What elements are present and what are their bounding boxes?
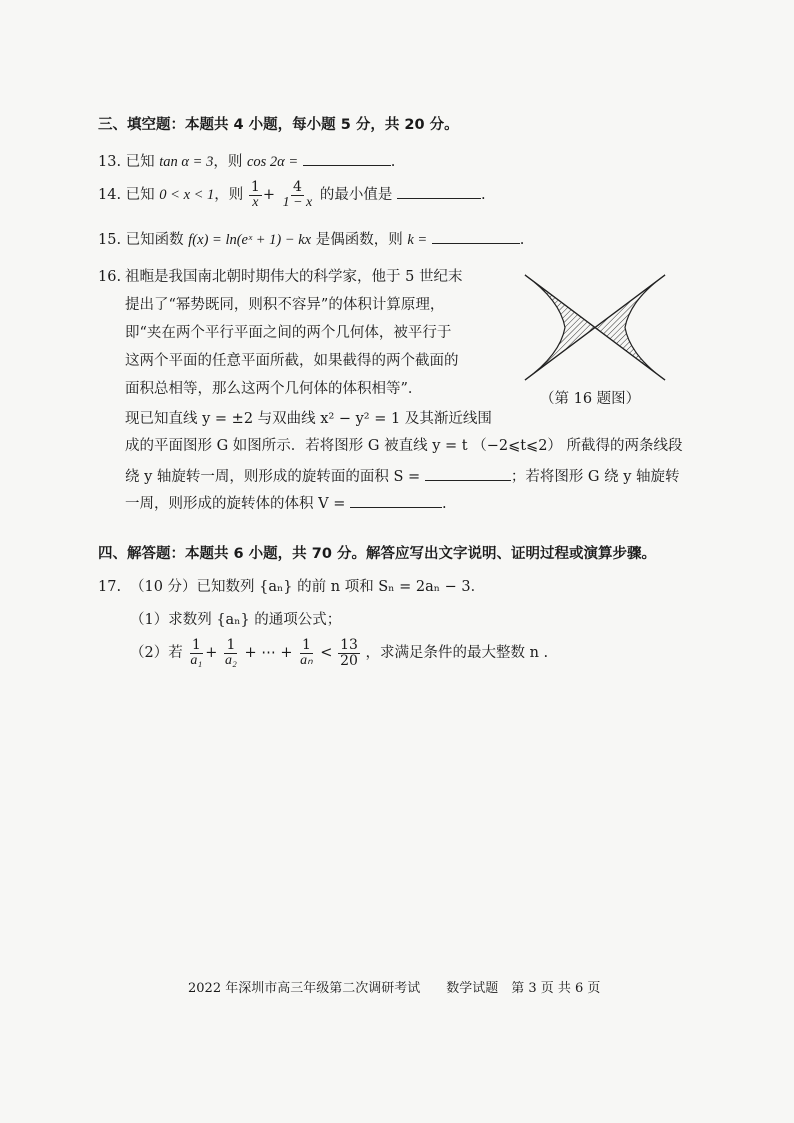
- text: ；若将图形 G 绕 y 轴旋转: [510, 469, 680, 485]
- fraction: $\frac{13}{20}$: [340, 637, 358, 669]
- part-1: （1）求数列 {aₙ} 的通项公式；: [130, 612, 342, 628]
- text-line: [125, 493, 447, 513]
- question-13: [98, 150, 395, 171]
- figure-caption: （第 16 题图）: [540, 391, 641, 407]
- text: 是偶函数，则: [315, 232, 403, 248]
- fraction: $\frac{1}{\text{a₁}}$: [190, 637, 203, 668]
- answer-blank-v: [350, 493, 442, 508]
- formula: tan α = 3: [159, 154, 214, 170]
- text: .: [390, 154, 396, 170]
- text: .: [519, 232, 525, 248]
- answer-blank: [432, 229, 520, 244]
- text: ，则: [213, 154, 243, 170]
- fraction: $\frac{1}{x}$: [250, 179, 260, 210]
- section-3-heading: 三、填空题：本题共 4 小题，每小题 5 分，共 20 分。: [98, 117, 459, 133]
- fraction: $\frac{4}{1 - x}$: [282, 179, 313, 210]
- text: 一周，则形成的旋转体的体积 V =: [125, 496, 346, 512]
- text-line: 面积总相等，那么这两个几何体的体积相等”．: [125, 381, 423, 397]
- page-footer: 2022 年深圳市高三年级第二次调研考试 数学试题 第 3 页 共 6 页: [188, 981, 601, 996]
- ellipsis: + ⋯ +: [244, 645, 293, 662]
- text: 绕 y 轴旋转一周，则形成的旋转面的面积 S =: [125, 469, 421, 485]
- question-number: 13.: [98, 154, 122, 170]
- question-number: 15.: [98, 232, 122, 248]
- text: ，则: [214, 187, 244, 204]
- text-line: 提出了“幂势既同，则积不容异”的体积计算原理，: [125, 297, 445, 313]
- text-line: 祖暅是我国南北朝时期伟大的科学家，他于 5 世纪末: [125, 269, 463, 285]
- text: 已知函数: [125, 232, 184, 248]
- formula: k =: [407, 232, 428, 248]
- text: ，求满足条件的最大整数 n .: [365, 645, 549, 662]
- fraction: $\frac{1}{\text{a₂}}$: [224, 637, 237, 668]
- formula: f(x) = ln(eˣ + 1) − kx: [188, 232, 312, 248]
- less-than: <: [320, 645, 333, 662]
- text-line: 现已知直线 y = ±2 与双曲线 x² − y² = 1 及其渐近线围: [125, 411, 492, 427]
- hyperbola-figure: [520, 270, 670, 385]
- text-line: 即“夹在两个平行平面之间的两个几何体，被平行于: [125, 325, 452, 341]
- formula: cos 2α =: [246, 154, 299, 170]
- right-shaded-region: [595, 275, 665, 380]
- text-line: 这两个平面的任意平面所截，如果截得的两个截面的: [125, 353, 459, 369]
- formula: 0 < x < 1: [159, 187, 215, 204]
- question-number: 14.: [98, 187, 122, 204]
- question-15: [98, 228, 524, 249]
- answer-blank: [397, 184, 481, 199]
- part-2: [130, 638, 548, 668]
- left-shaded-region: [525, 275, 595, 380]
- plus-sign: +: [205, 645, 218, 662]
- text: 已知: [125, 154, 155, 170]
- answer-blank-s: [425, 466, 511, 481]
- text: .: [480, 187, 486, 204]
- fraction: $\frac{1}{\text{aₙ}}$: [300, 637, 313, 668]
- question-14: [98, 180, 486, 210]
- text-line: [125, 466, 680, 486]
- section-4-heading: 四、解答题：本题共 6 小题，共 70 分。解答应写出文字说明、证明过程或演算步骤。: [98, 546, 656, 562]
- plus-sign: +: [262, 187, 275, 204]
- question-number: 17.: [98, 579, 122, 595]
- question-stem: （10 分）已知数列 {aₙ} 的前 n 项和 Sₙ = 2aₙ − 3．: [130, 579, 486, 595]
- text-line: 成的平面图形 G 如图所示．若将图形 G 被直线 y = t （−2⩽t⩽2） 所截得的两条线段: [125, 438, 683, 454]
- text: 的最小值是: [319, 187, 393, 204]
- question-number: 16.: [98, 269, 122, 285]
- text: .: [441, 496, 447, 512]
- text: 已知: [125, 187, 155, 204]
- text: （2）若: [130, 645, 183, 662]
- answer-blank: [303, 151, 391, 166]
